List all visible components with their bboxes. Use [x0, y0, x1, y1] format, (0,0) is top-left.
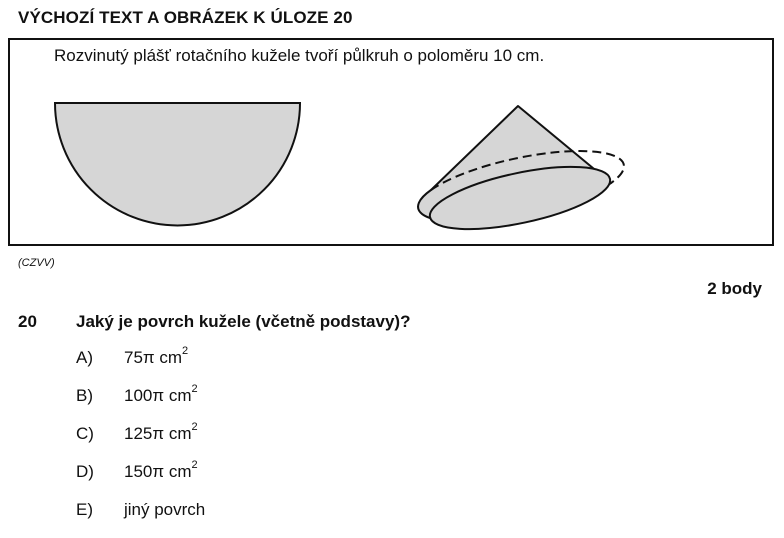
points-label: 2 body — [707, 279, 762, 298]
option-letter: E) — [76, 500, 93, 519]
question-text: Jaký je povrch kužele (včetně podstavy)? — [76, 312, 411, 331]
intro-text: Rozvinutý plášť rotačního kužele tvoří půlkruh o poloměru 10 cm. — [54, 46, 545, 65]
option-value: 150π $cm^2$ — [124, 459, 198, 481]
source-note: (CZVV) — [18, 257, 55, 269]
section-heading: VÝCHOZÍ TEXT A OBRÁZEK K ÚLOZE 20 — [18, 8, 353, 27]
option-letter: B) — [76, 386, 93, 405]
option-letter: D) — [76, 462, 94, 481]
cone-figure — [418, 106, 624, 242]
figure-frame — [8, 38, 774, 246]
option-letter: A) — [76, 348, 93, 367]
question-number: 20 — [18, 312, 37, 331]
option-value: 125π $cm^2$ — [124, 421, 198, 443]
option-letter: C) — [76, 424, 94, 443]
option-value: 75π $cm^2$ — [124, 345, 189, 367]
figures — [10, 40, 772, 244]
option-value: 100π $cm^2$ — [124, 383, 198, 405]
option-value: jiný povrch — [124, 500, 206, 519]
half-disc-figure — [55, 103, 300, 225]
